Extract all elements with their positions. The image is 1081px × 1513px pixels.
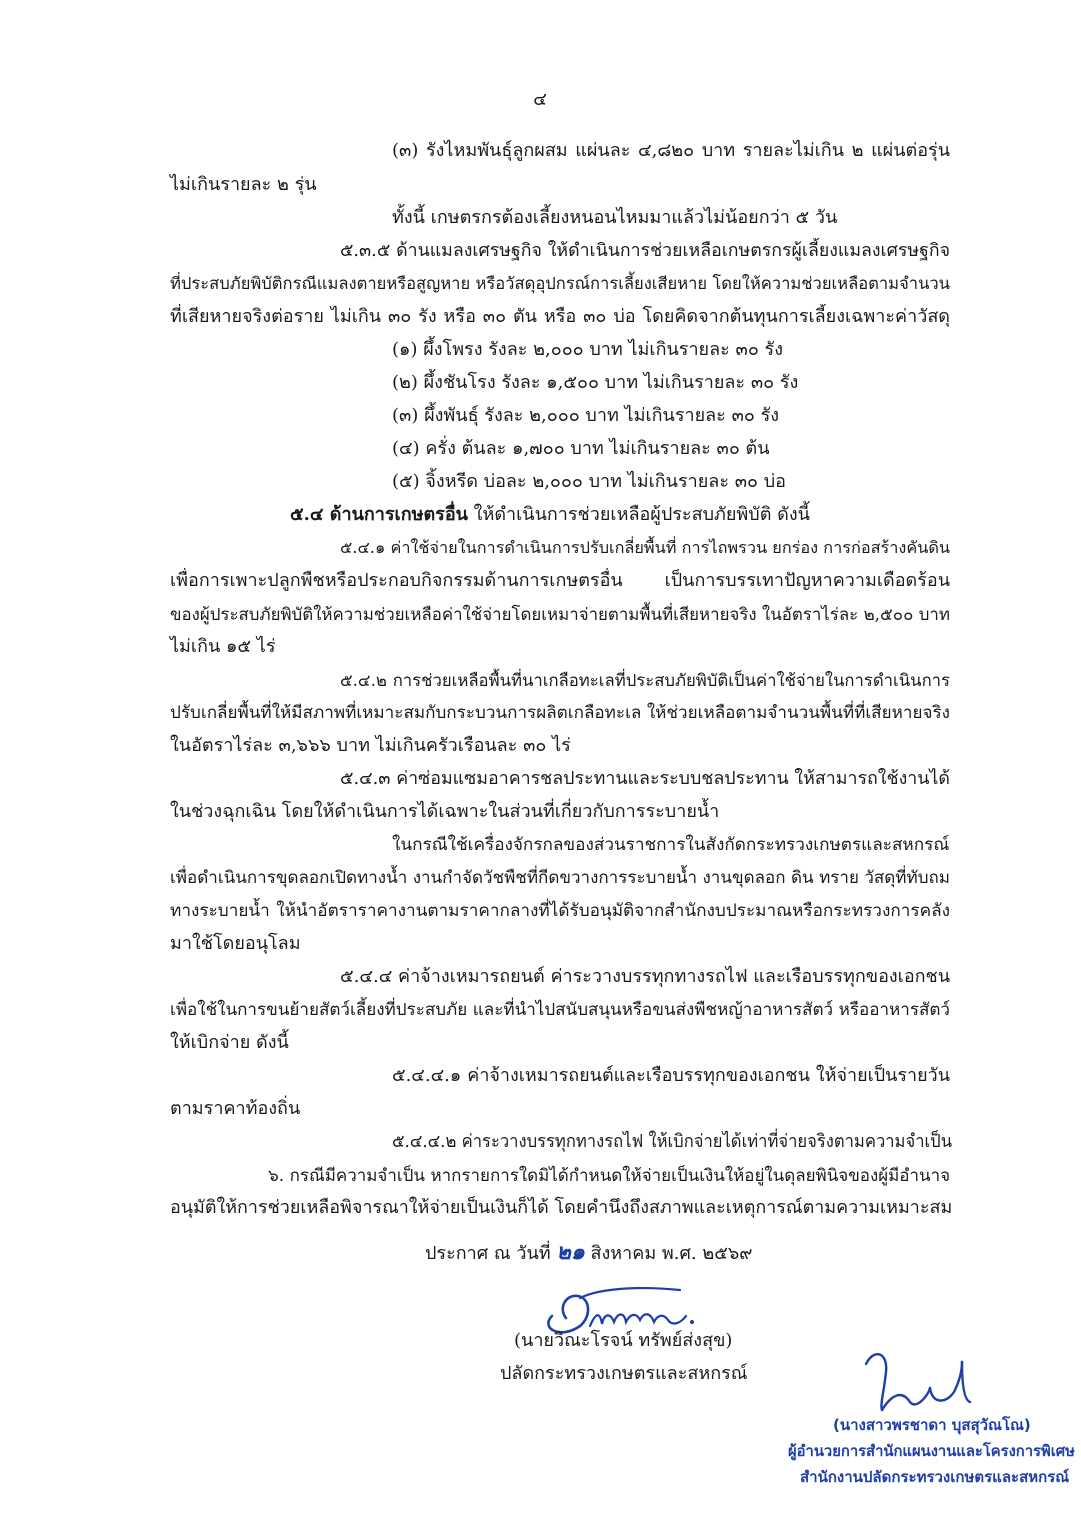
section-heading-text: ให้ดำเนินการช่วยเหลือผู้ประสบภัยพิบัติ ดังนี้ xyxy=(467,504,810,525)
text-line: ในช่วงฉุกเฉิน โดยให้ดำเนินการได้เฉพาะในส่วนที่เกี่ยวกับการระบายน้ำ xyxy=(170,801,720,822)
date-prefix: ประกาศ ณ วันที่ xyxy=(425,1243,557,1264)
text-line: ๕.๔.๔.๒ ค่าระวางบรรทุกทางรถไฟ ให้เบิกจ่ายได้เท่าที่จ่ายจริงตามความจำเป็น xyxy=(392,1131,953,1152)
announcement-date xyxy=(425,1240,752,1267)
text-line: ทางระบายน้ำ ให้นำอัตราราคางานตามราคากลางที่ได้รับอนุมัติจากสำนักงบประมาณหรือกระทรวงการคลัง xyxy=(170,901,950,921)
signatory-title: ปลัดกระทรวงเกษตรและสหกรณ์ xyxy=(500,1363,748,1384)
text-line: อนุมัติให้การช่วยเหลือพิจารณาให้จ่ายเป็นเงินก็ได้ โดยคำนึงถึงสภาพและเหตุการณ์ตามความเหมาะสม xyxy=(170,1197,953,1218)
text-line: เพื่อการเพาะปลูกพืชหรือประกอบกิจกรรมด้านการเกษตรอื่น เป็นการบรรเทาปัญหาความเดือดร้อน xyxy=(170,570,950,591)
text-line: ไม่เกินรายละ ๒ รุ่น xyxy=(170,174,317,195)
list-item: (๓) ผึ้งพันธุ์ รังละ ๒,๐๐๐ บาท ไม่เกินรายละ ๓๐ รัง xyxy=(392,405,780,426)
text-line: ๕.๔.๔ ค่าจ้างเหมารถยนต์ ค่าระวางบรรทุกทางรถไฟ และเรือบรรทุกของเอกชน xyxy=(340,966,950,987)
text-line: ไม่เกิน ๑๕ ไร่ xyxy=(170,636,276,657)
list-item: (๕) จิ้งหรีด บ่อละ ๒,๐๐๐ บาท ไม่เกินรายละ ๓๐ บ่อ xyxy=(392,471,786,492)
text-line: ในกรณีใช้เครื่องจักรกลของส่วนราชการในสังกัดกระทรวงเกษตรและสหกรณ์ xyxy=(392,835,950,855)
text-line: ๖. กรณีมีความจำเป็น หากรายการใดมิได้กำหนดให้จ่ายเป็นเงินให้อยู่ในดุลยพินิจของผู้มีอำนาจ xyxy=(268,1165,950,1185)
signatory-name: (นายวิณะโรจน์ ทรัพย์ส่งสุข) xyxy=(514,1330,733,1351)
certifier-title: ผู้อำนวยการสำนักแผนงานและโครงการพิเศษ xyxy=(788,1442,1075,1460)
list-item: (๑) ผึ้งโพรง รังละ ๒,๐๐๐ บาท ไม่เกินรายละ ๓๐ รัง xyxy=(392,339,783,360)
text-line: เพื่อดำเนินการขุดลอกเปิดทางน้ำ งานกำจัดวัชพืชที่กีดขวางการระบายน้ำ งานขุดลอก ดิน ทราย วัสดุที่ทับถม xyxy=(170,868,950,888)
text-line: ที่เสียหายจริงต่อราย ไม่เกิน ๓๐ รัง หรือ ๓๐ ตัน หรือ ๓๐ บ่อ โดยคิดจากต้นทุนการเลี้ยงเฉพาะค่าวัสดุ xyxy=(170,306,950,327)
section-heading: ๕.๔ ด้านการเกษตรอื่น xyxy=(290,504,468,525)
text-line: ๕.๔.๒ การช่วยเหลือพื้นที่นาเกลือทะเลที่ประสบภัยพิบัติเป็นค่าใช้จ่ายในการดำเนินการ xyxy=(340,670,950,690)
text-line: มาใช้โดยอนุโลม xyxy=(170,933,301,954)
page-number: ๔ xyxy=(533,89,547,110)
certifier-name: (นางสาวพรชาดา บุสสุวัณโณ) xyxy=(833,1416,1031,1434)
text-line: ที่ประสบภัยพิบัติกรณีแมลงตายหรือสูญหาย หรือวัสดุอุปกรณ์การเลี้ยงเสียหาย โดยให้ความช่วยเหลือตามจำนวน xyxy=(170,274,950,293)
text-line: ตามราคาท้องถิ่น xyxy=(170,1098,301,1119)
list-item: (๒) ผึ้งชันโรง รังละ ๑,๕๐๐ บาท ไม่เกินรายละ ๓๐ รัง xyxy=(392,372,799,393)
text-line: (๓) รังไหมพันธุ์ลูกผสม แผ่นละ ๔,๘๒๐ บาท รายละไม่เกิน ๒ แผ่นต่อรุ่น xyxy=(392,140,950,161)
certifier-office: สำนักงานปลัดกระทรวงเกษตรและสหกรณ์ xyxy=(800,1468,1070,1486)
text-line: ๕.๔.๓ ค่าซ่อมแซมอาคารชลประทานและระบบชลประทาน ให้สามารถใช้งานได้ xyxy=(340,768,950,789)
text-line: เพื่อใช้ในการขนย้ายสัตว์เลี้ยงที่ประสบภัย และที่นำไปสนับสนุนหรือขนส่งพืชหญ้าอาหารสัตว์ หรืออาหารสัตว์ xyxy=(170,1000,950,1020)
text-line: ให้เบิกจ่าย ดังนี้ xyxy=(170,1032,289,1053)
text-line: ปรับเกลี่ยพื้นที่ให้มีสภาพที่เหมาะสมกับกระบวนการผลิตเกลือทะเล ให้ช่วยเหลือตามจำนวนพื้นที่ที่เสียหายจริง xyxy=(170,703,950,723)
text-line: ในอัตราไร่ละ ๓,๖๖๖ บาท ไม่เกินครัวเรือนละ ๓๐ ไร่ xyxy=(170,735,571,756)
list-item: (๔) ครั่ง ต้นละ ๑,๗๐๐ บาท ไม่เกินรายละ ๓๐ ต้น xyxy=(392,438,770,459)
date-day: ๒๑ xyxy=(556,1240,585,1265)
text-line: ของผู้ประสบภัยพิบัติให้ความช่วยเหลือค่าใช้จ่ายโดยเหมาจ่ายตามพื้นที่เสียหายจริง ในอัตราไร่ละ ๒,๕๐๐ บาท xyxy=(170,604,950,624)
text-line: ทั้งนี้ เกษตรกรต้องเลี้ยงหนอนไหมมาแล้วไม่น้อยกว่า ๕ วัน xyxy=(392,207,838,228)
text-line: ๕.๔.๔.๑ ค่าจ้างเหมารถยนต์และเรือบรรทุกของเอกชน ให้จ่ายเป็นรายวัน xyxy=(392,1065,950,1086)
section-heading-line xyxy=(290,502,810,528)
certifier-signature-image xyxy=(858,1344,988,1416)
text-line: ๕.๓.๕ ด้านแมลงเศรษฐกิจ ให้ดำเนินการช่วยเหลือเกษตรกรผู้เลี้ยงแมลงเศรษฐกิจ xyxy=(340,241,950,261)
text-line: ๕.๔.๑ ค่าใช้จ่ายในการดำเนินการปรับเกลี่ยพื้นที่ การไถพรวน ยกร่อง การก่อสร้างคันดิน xyxy=(340,538,950,557)
date-suffix: สิงหาคม พ.ศ. ๒๕๖๙ xyxy=(584,1243,753,1264)
